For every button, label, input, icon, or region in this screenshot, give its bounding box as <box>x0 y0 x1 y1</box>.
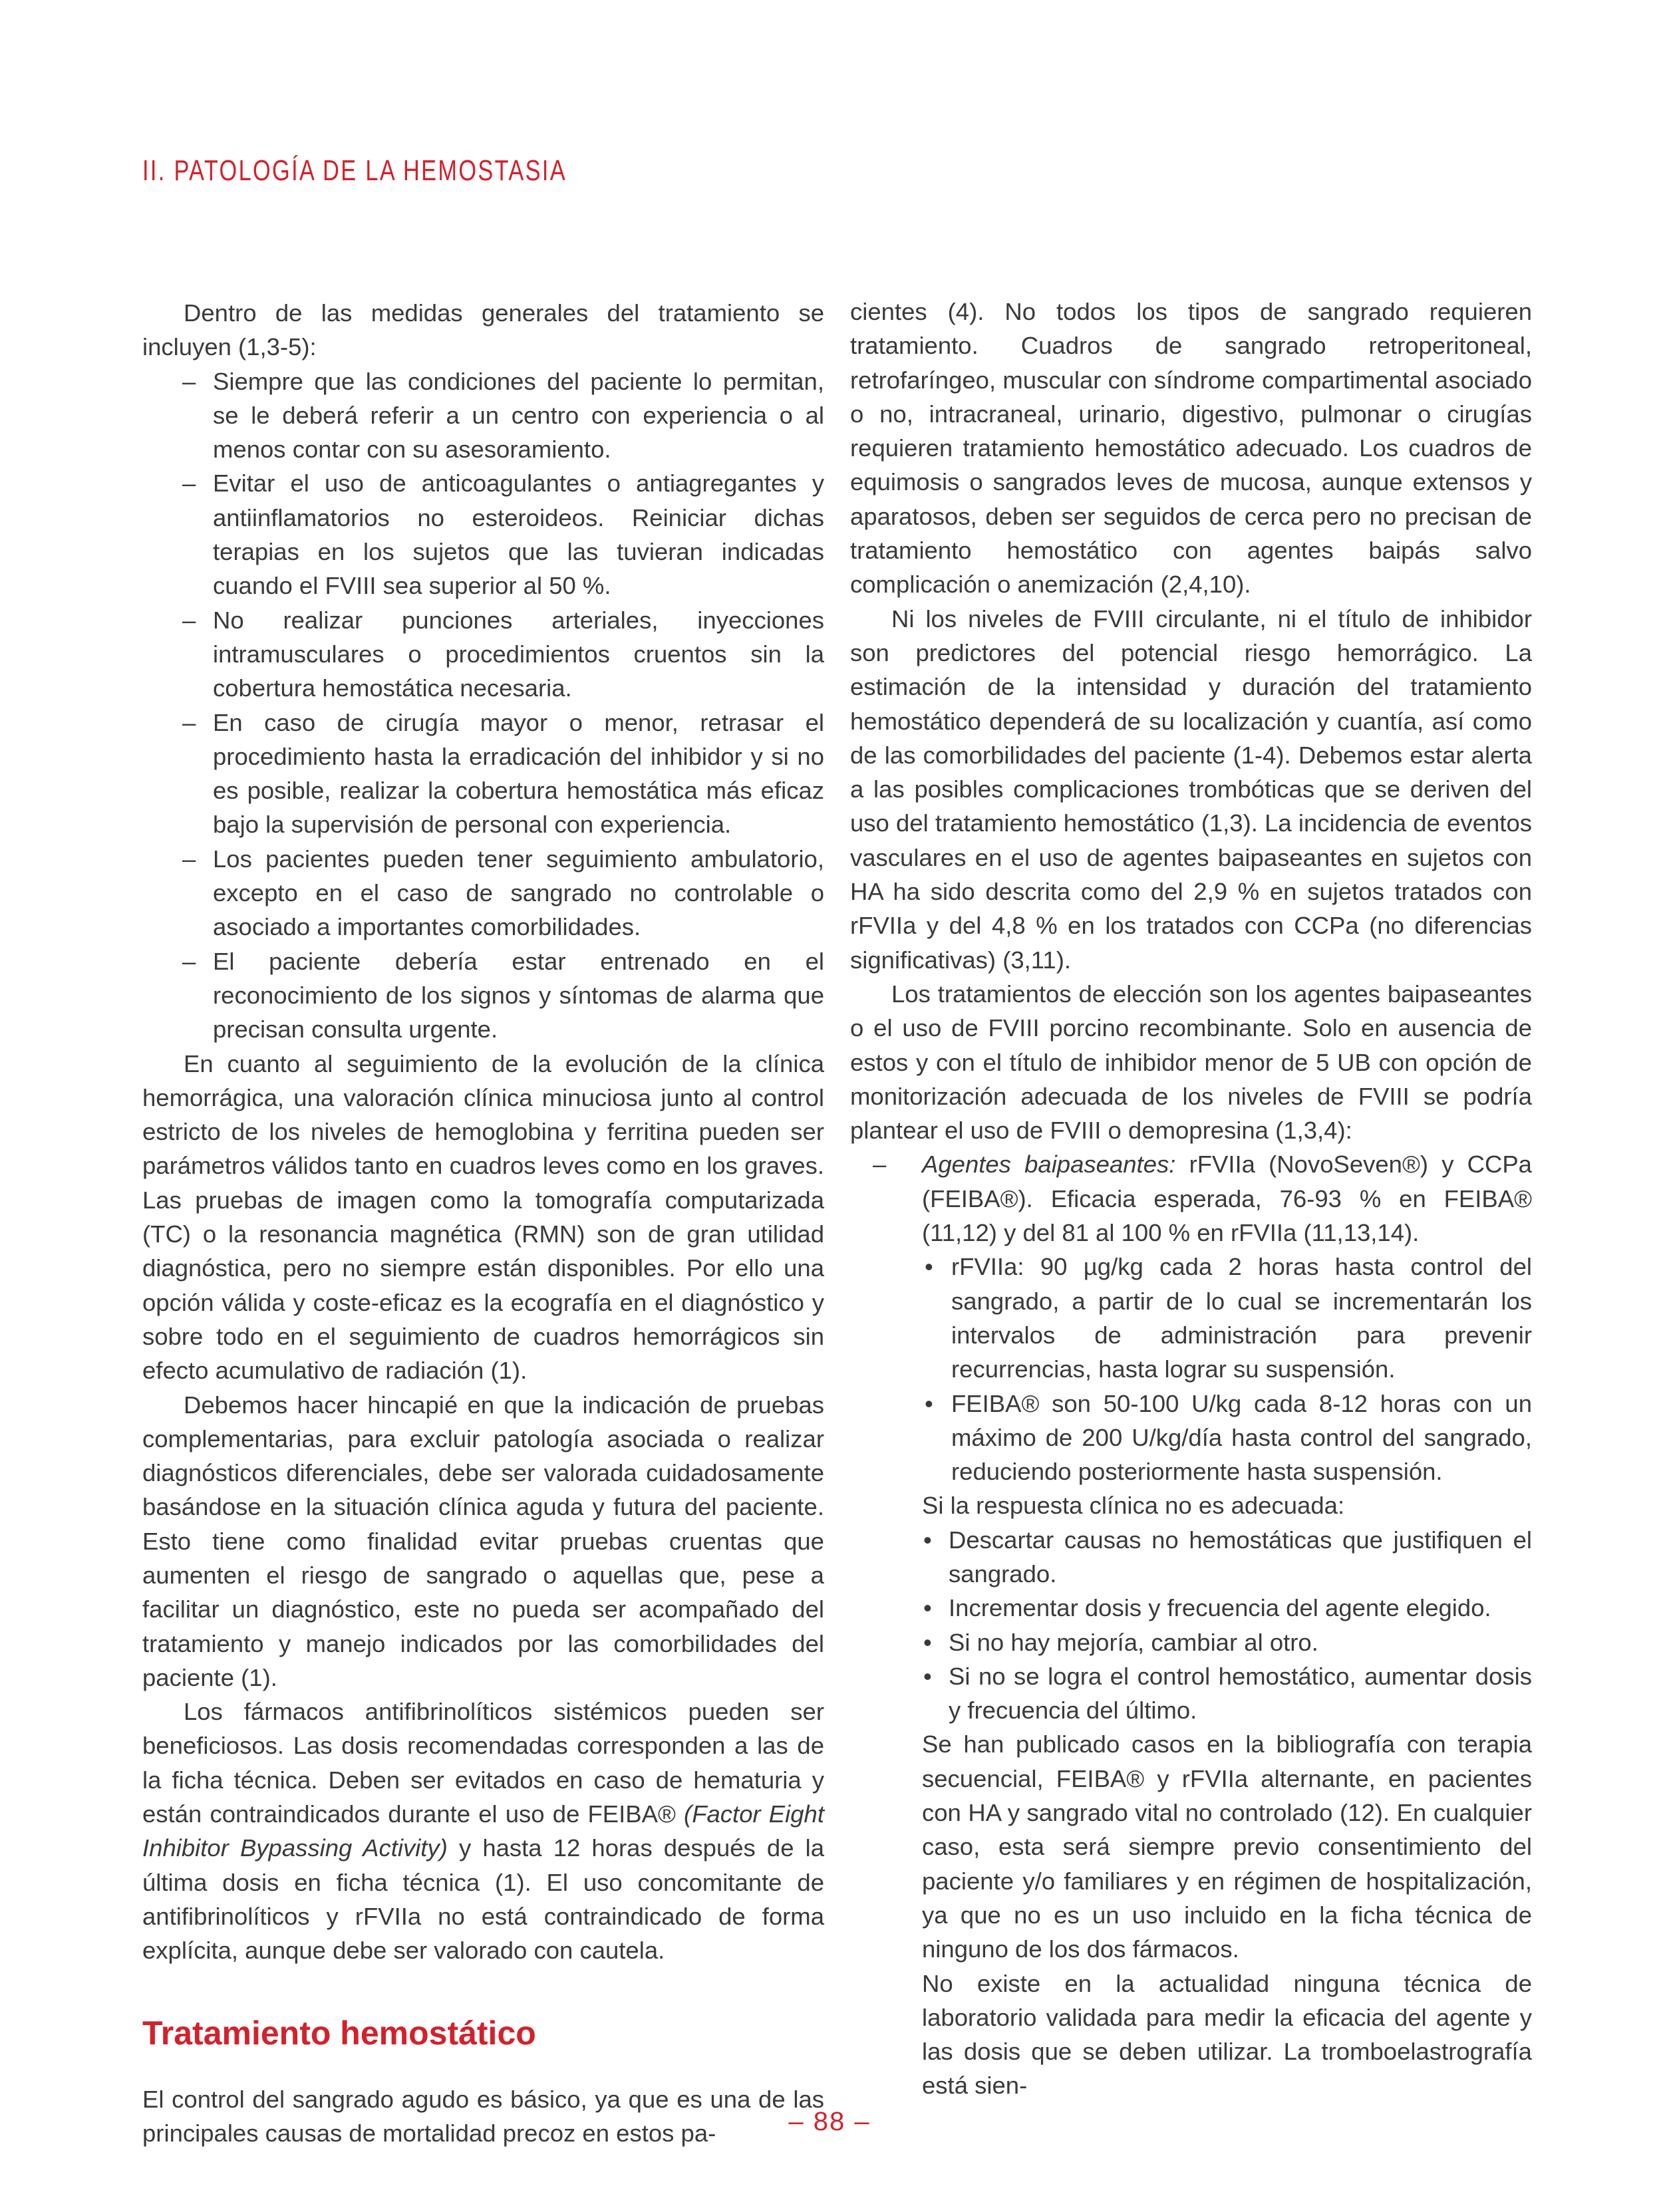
list-item: – Evitar el uso de anticoagulantes o antiagregantes y antiinflamatorios no esteroideos. Reiniciar dichas terapias en los sujetos que las tuvieran indicadas cuando el FVIII sea superior al 50 %. <box>142 466 824 603</box>
paragraph-control: El control del sangrado agudo es básico, ya que es una de las principales causas de mortalidad precoz en estos pa- <box>142 2085 824 2147</box>
running-header: II. PATOLOGÍA DE LA HEMOSTASIA <box>142 154 567 187</box>
paragraph-laboratorio: No existe en la actualidad ninguna técnica de laboratorio validada para medir la eficacia del agente y las dosis que se deben utilizar. La tromboelastrografía está sien- <box>922 1969 1532 2100</box>
list-item: – El paciente debería estar entrenado en el reconocimiento de los signos y síntomas de alarma que precisan consulta urgente. <box>142 944 824 1047</box>
bullet-dot: • <box>925 1253 933 1281</box>
agents-label: Agentes baipaseantes: <box>922 1151 1176 1178</box>
right-column <box>850 295 1532 2103</box>
bullet-dot: • <box>923 1662 932 1690</box>
dash-bullet: – <box>182 708 196 736</box>
paragraph-intro: Dentro de las medidas generales del tratamiento se incluyen (1,3-5): <box>142 299 824 361</box>
list-item: • Incrementar dosis y frecuencia del agente elegido. <box>850 1591 1532 1625</box>
paragraph-publicado: Se han publicado casos en la bibliografía con terapia secuencial, FEIBA® y rFVIIa alternante, en pacientes con HA y sangrado vital no controlado (12). En cualquier caso, esta será siempre previo consentimiento del paciente y/o familiares y en régimen de hospitalización, ya que no es un uso incluido en la ficha técnica de ninguno de los dos fármacos. <box>922 1730 1532 1963</box>
paragraph-seguimiento: En cuanto al seguimiento de la evolución de la clínica hemorrágica, una valoración clínica minuciosa junto al control estricto de los niveles de hemoglobina y ferritina pueden ser parámetros válidos tanto en cuadros leves como en los graves. Las pruebas de imagen como la tomografía computarizada (TC) o la resonancia magnética (RMN) son de gran utilidad diagnóstica, pero no siempre están disponibles. Por ello una opción válida y coste-eficaz es la ecografía en el diagnóstico y sobre todo en el seguimiento de cuadros hemorrágicos sin efecto acumulativo de radiación (1). <box>142 1049 824 1385</box>
general-measures-list <box>142 364 824 1047</box>
paragraph-continuation: cientes (4). No todos los tipos de sangrado requieren tratamiento. Cuadros de sangrado retroperitoneal, retrofaríngeo, muscular con síndrome compartimental asociado o no, intracraneal, urinario, digestivo, pulmonar o cirugías requieren tratamiento hemostático adecuado. Los cuadros de equimosis o sangrados leves de mucosa, aunque extensos y aparatosos, deben ser seguidos de cerca pero no precisan de tratamiento hemostático con agentes baipás salvo complicación o anemización (2,4,10). <box>850 298 1532 599</box>
bullet-dot: • <box>925 1389 933 1417</box>
left-column <box>142 296 824 2150</box>
dash-bullet: – <box>182 845 196 873</box>
bullet-dot: • <box>923 1594 932 1622</box>
list-item: • Si no se logra el control hemostático, aumentar dosis y frecuencia del último. <box>850 1659 1532 1728</box>
actions-list <box>850 1523 1532 1728</box>
paragraph-hincapie: Debemos hacer hincapié en que la indicación de pruebas complementarias, para excluir patología asociada o realizar diagnósticos diferenciales, debe ser valorada cuidadosamente basándose en la situación clínica aguda y futura del paciente. Esto tiene como finalidad evitar pruebas cruentas que aumenten el riesgo de sangrado o aquellas que, pese a facilitar un diagnóstico, este no pueda ser acompañado del tratamiento y manejo indicados por las comorbilidades del paciente (1). <box>142 1391 824 1691</box>
dash-bullet: – <box>873 1151 887 1178</box>
page-number: – 88 – <box>788 2107 871 2136</box>
paragraph-eleccion: Los tratamientos de elección son los agentes baipaseantes o el uso de FVIII porcino recombinante. Solo en ausencia de estos y con el título de inhibidor menor de 5 UB con opción de monitorización adecuada de los niveles de FVIII se podría plantear el uso de FVIII o demopresina (1,3,4): <box>850 980 1532 1145</box>
dash-bullet: – <box>182 367 196 395</box>
list-item: – No realizar punciones arteriales, inyecciones intramusculares o procedimientos cruentos sin la cobertura hemostática necesaria. <box>142 603 824 706</box>
dosing-list <box>850 1250 1532 1488</box>
dash-bullet: – <box>182 947 196 975</box>
bullet-dot: • <box>923 1628 932 1656</box>
list-item: • Si no hay mejoría, cambiar al otro. <box>850 1625 1532 1659</box>
list-item: – Los pacientes pueden tener seguimiento ambulatorio, excepto en el caso de sangrado no controlable o asociado a importantes comorbilidades. <box>142 842 824 944</box>
paragraph-farmacos: Los fármacos antifibrinolíticos sistémicos pueden ser beneficiosos. Las dosis recomendadas corresponden a las de la ficha técnica. Deben ser evitados en caso de hematuria y están contraindicados durante el uso de FEIBA® (Factor Eight Inhibitor Bypassing Activity) y hasta 12 horas después de la última dosis en ficha técnica (1). El uso concomitante de antifibrinolíticos y rFVIIa no está contraindicado de forma explícita, aunque debe ser valorado con cautela. <box>142 1698 825 1965</box>
feiba-expansion: (Factor Eight Inhibitor Bypassing Activity) <box>142 1800 824 1862</box>
list-item: • Descartar causas no hemostáticas que justifiquen el sangrado. <box>850 1523 1532 1591</box>
list-item: – En caso de cirugía mayor o menor, retrasar el procedimiento hasta la erradicación del inhibidor y si no es posible, realizar la cobertura hemostática más eficaz bajo la supervisión de personal con experiencia. <box>142 706 824 842</box>
bullet-dot: • <box>923 1526 932 1554</box>
dash-bullet: – <box>182 470 196 497</box>
section-heading: Tratamiento hemostático <box>142 2014 536 2052</box>
dash-bullet: – <box>182 606 196 634</box>
list-item: • FEIBA® son 50-100 U/kg cada 8-12 horas con un máximo de 200 U/kg/día hasta control del sangrado, reduciendo posteriormente hasta suspensión. <box>850 1387 1532 1489</box>
paragraph-respuesta: Si la respuesta clínica no es adecuada: <box>922 1492 1345 1520</box>
list-item: • rFVIIa: 90 µg/kg cada 2 horas hasta control del sangrado, a partir de lo cual se incrementarán los intervalos de administración para prevenir recurrencias, hasta lograr su suspensión. <box>850 1250 1532 1386</box>
list-item: – Siempre que las condiciones del paciente lo permitan, se le deberá referir a un centro con experiencia o al menos contar con su asesoramiento. <box>142 364 824 467</box>
paragraph-niveles: Ni los niveles de FVIII circulante, ni el título de inhibidor son predictores del potencial riesgo hemorrágico. La estimación de la intensidad y duración del tratamiento hemostático dependerá de su localización y cuantía, así como de las comorbilidades del paciente (1-4). Debemos estar alerta a las posibles complicaciones trombóticas que se deriven del uso del tratamiento hemostático (1,3). La incidencia de eventos vasculares en el uso de agentes baipaseantes en sujetos con HA ha sido descrita como del 2,9 % en sujetos tratados con rFVIIa y del 4,8 % en los tratados con CCPa (no diferencias significativas) (3,11). <box>850 605 1532 974</box>
agents-list <box>850 1147 1532 1250</box>
list-item: – Agentes baipaseantes: rFVIIa (NovoSeven®) y CCPa (FEIBA®). Eficacia esperada, 76-93 % en FEIBA® (11,12) y del 81 al 100 % en rFVIIa (11,13,14). <box>850 1147 1532 1250</box>
